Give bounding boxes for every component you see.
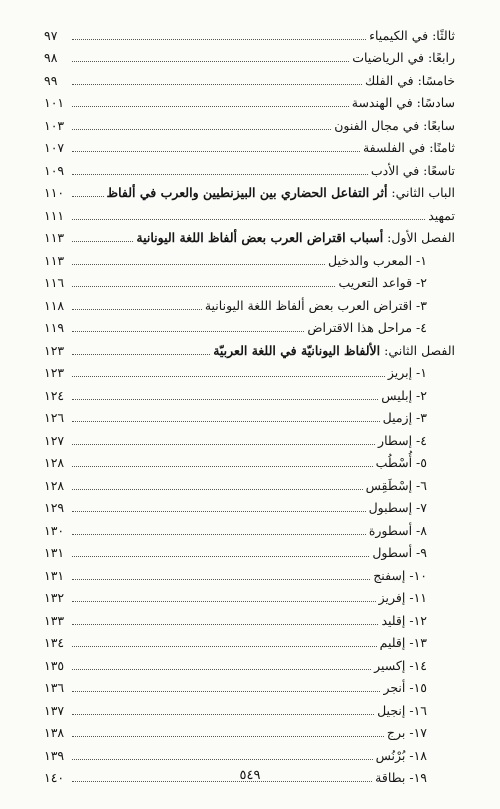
dot-leader (72, 39, 366, 40)
toc-entry-page-number: ٩٨ (44, 50, 58, 65)
toc-entry-prefix: ١٤- (405, 657, 427, 673)
toc-entry-page-number: ١٤٠ (44, 770, 65, 785)
toc-entry-title: في مجال الفنون (334, 117, 420, 133)
dot-leader (72, 309, 202, 310)
toc-entry-label (373, 748, 427, 763)
toc-entry-prefix: تمهيد (428, 207, 455, 223)
dot-leader (72, 376, 385, 377)
toc-entry-prefix: ١- (412, 252, 427, 268)
dot-leader (72, 219, 425, 220)
toc-entry-page-number: ١٣١ (44, 545, 65, 560)
toc-entry-prefix: ٨- (412, 522, 427, 538)
toc-entry (44, 722, 427, 744)
toc-entry-prefix: ١٩- (405, 770, 427, 785)
toc-entry (44, 339, 455, 361)
dot-leader (72, 759, 373, 760)
dot-leader (72, 714, 374, 715)
toc-entry (44, 609, 427, 631)
toc-entry-prefix: ١٠- (405, 567, 427, 583)
dot-leader (72, 331, 304, 332)
toc-entry-page-number: ١٣٠ (44, 522, 65, 538)
toc-entry-prefix: ثالثًا: (428, 27, 455, 43)
toc-entry-title: الألفاظ اليونانيّة في اللغة العربيّة (213, 342, 381, 358)
toc-entry-page-number: ١١٣ (44, 252, 65, 268)
dot-leader (72, 174, 368, 175)
dot-leader (72, 489, 363, 490)
toc-entry (44, 294, 427, 316)
toc-entry-title: أُسْطُب (375, 455, 413, 470)
toc-entry-prefix: ٤- (412, 320, 427, 335)
toc-entry-title: بُرْنُس (375, 747, 406, 763)
toc-entry-label (375, 433, 427, 448)
dot-leader (72, 421, 380, 422)
toc-entry-prefix: ٣- (412, 410, 427, 425)
toc-entry-page-number: ١١٨ (44, 297, 65, 313)
dot-leader (72, 579, 370, 580)
dot-leader (72, 444, 375, 445)
toc-entry-page-number: ١١١ (44, 207, 65, 223)
toc-entry-title: إبريز (387, 365, 413, 380)
toc-entry (44, 429, 427, 451)
toc-entry-page-number: ١٣٩ (44, 747, 65, 763)
toc-entry (44, 182, 455, 204)
toc-entry-title: قواعد التعريب (338, 275, 413, 290)
toc-entry-label (362, 73, 455, 88)
toc-entry-prefix: ١٣- (405, 635, 427, 650)
dot-leader (72, 511, 366, 512)
dot-leader (72, 646, 377, 647)
toc-entry (44, 699, 427, 721)
toc-entry-prefix: خامسًا: (413, 72, 455, 88)
dot-leader (72, 129, 331, 130)
toc-entry (44, 474, 427, 496)
toc-entry-prefix: رابعًا: (423, 50, 455, 65)
page-number: ٥٤٩ (239, 768, 261, 783)
dot-leader (72, 354, 210, 355)
toc-entry (44, 317, 427, 339)
toc-entry-label (371, 658, 427, 673)
toc-entry-page-number: ١٣٥ (44, 657, 65, 673)
toc-entry (44, 632, 427, 654)
toc-entry-label (378, 613, 427, 628)
toc-entry-label (366, 523, 427, 538)
toc-entry-page-number: ١٣٨ (44, 725, 65, 740)
toc-entry-label (363, 478, 427, 493)
toc-entry (44, 24, 455, 46)
toc-entry-label (104, 185, 455, 200)
toc-entry (44, 452, 427, 474)
dot-leader (72, 399, 378, 400)
toc-entry-label (384, 725, 427, 740)
dot-leader (72, 466, 373, 467)
toc-entry-label (376, 590, 427, 605)
dot-leader (72, 624, 378, 625)
toc-entry (44, 137, 455, 159)
toc-entry-page-number: ١١٦ (44, 275, 65, 290)
toc-entry-title: إنجيل (377, 702, 406, 718)
toc-entry (44, 497, 427, 519)
toc-entry-label (210, 343, 455, 358)
dot-leader (72, 241, 133, 242)
toc-entry (44, 542, 427, 564)
toc-entry (44, 654, 427, 676)
toc-entry-title: إفريز (378, 590, 406, 605)
toc-entry-title: أثر التفاعل الحضاري بين البيزنطيين والعرب في ألفاظ (106, 185, 388, 200)
toc-entry-page-number: ١٠١ (44, 95, 65, 110)
toc-entry-label (360, 140, 455, 155)
toc-entry-title: برج (386, 725, 406, 740)
toc-entry-prefix: ١١- (405, 590, 427, 605)
toc-entry-prefix: ١٨- (405, 747, 427, 763)
toc-entry-title: أنجر (383, 680, 406, 695)
toc-entry-prefix: الفصل الأول: (383, 230, 455, 245)
toc-entry-title: إزميل (382, 410, 413, 425)
toc-entry-title: مراحل هذا الاقتراض (307, 320, 413, 335)
toc-entry-title: إقليد (381, 612, 406, 628)
toc-entry-prefix: الباب الثاني: (387, 185, 455, 200)
toc-entry-prefix: ١٧- (405, 725, 427, 740)
toc-entry-prefix: ٦- (412, 477, 427, 493)
toc-entry-label (368, 163, 455, 178)
toc-entry-page-number: ١٢٧ (44, 432, 65, 448)
dot-leader (72, 286, 335, 287)
toc-entry-label (349, 50, 455, 65)
toc-entry-title: اقتراض العرب بعض ألفاظ اللغة اليونانية (204, 297, 413, 313)
toc-entry (44, 249, 427, 271)
dot-leader (72, 106, 349, 107)
toc-entry-title: أسباب اقتراض العرب بعض ألفاظ اللغة اليونانية (136, 230, 384, 245)
toc-entry-prefix: ١٦- (405, 702, 427, 718)
toc-entry-title: إبليس (381, 387, 413, 403)
toc-entry-title: إسطبول (368, 500, 413, 515)
toc-entry-page-number: ٩٩ (44, 72, 58, 88)
toc-entry-label (325, 253, 427, 268)
toc-entry-page-number: ١١٠ (44, 185, 65, 200)
toc-entry-label (380, 680, 427, 695)
toc-entry-label (366, 500, 427, 515)
dot-leader (72, 534, 366, 535)
toc-entry-prefix: ٩- (412, 545, 427, 560)
toc-entry (44, 564, 427, 586)
dot-leader (72, 151, 360, 152)
toc-entry-page-number: ٩٧ (44, 27, 58, 43)
toc-entry-label (425, 208, 455, 223)
toc-entry-title: في الهندسة (351, 95, 413, 110)
toc-entry-prefix: ٢- (412, 275, 427, 290)
toc-entry-title: أسطول (372, 545, 413, 560)
toc-entry-prefix: ٤- (412, 432, 427, 448)
toc-entry-label (369, 545, 427, 560)
toc-entry (44, 362, 427, 384)
dot-leader (72, 736, 384, 737)
dot-leader (72, 61, 349, 62)
toc-entry-title: أسطورة (368, 522, 413, 538)
toc-entry-label (374, 703, 427, 718)
toc-entry-title: في الفلك (364, 72, 414, 88)
toc-entry (44, 159, 455, 181)
toc-entry-page-number: ١٣٧ (44, 702, 65, 718)
toc-entry-label (385, 365, 427, 380)
toc-entry-label (335, 275, 427, 290)
dot-leader (72, 84, 362, 85)
toc-entry-page-number: ١٢٩ (44, 500, 65, 515)
toc-entry-title: في الرياضيات (352, 50, 424, 65)
toc-entry-page-number: ١١٣ (44, 230, 65, 245)
toc-entry-page-number: ١٢٨ (44, 477, 65, 493)
toc-entry-page-number: ١٢٣ (44, 365, 65, 380)
toc-entry-prefix: ١٢- (405, 612, 427, 628)
dot-leader (72, 601, 376, 602)
toc-entry-page-number: ١١٩ (44, 320, 65, 335)
toc-entry (44, 744, 427, 766)
toc-entry-label (373, 455, 427, 470)
toc-entry-prefix: ٥- (412, 455, 427, 470)
toc-entry-label (377, 635, 427, 650)
toc-entry-prefix: الفصل الثاني: (380, 342, 455, 358)
toc-entry-page-number: ١٣٦ (44, 680, 65, 695)
toc-entry (44, 92, 455, 114)
toc-entry (44, 677, 427, 699)
toc-entry-title: في الكيمياء (369, 27, 429, 43)
toc-entry-label (304, 320, 427, 335)
toc-entry-page-number: ١٣٣ (44, 612, 65, 628)
toc-entry (44, 114, 455, 136)
toc-entry-prefix: سابعًا: (419, 117, 455, 133)
toc-entry-prefix: ٣- (412, 297, 427, 313)
toc-entry-page-number: ١٢٣ (44, 342, 65, 358)
toc-entry-label (133, 230, 455, 245)
toc-entry-prefix: ١- (412, 365, 427, 380)
toc-entry-title: المعرب والدخيل (328, 252, 413, 268)
toc-entry-label (331, 118, 455, 133)
toc-entry-title: إقليم (379, 635, 406, 650)
dot-leader (72, 556, 369, 557)
toc-entry (44, 204, 455, 226)
toc-entry-label (380, 410, 427, 425)
toc-entry-title: إسطار (378, 432, 413, 448)
toc-entry-title: في الأدب (370, 162, 420, 178)
toc-entry (44, 407, 427, 429)
dot-leader (72, 691, 380, 692)
toc-entry-prefix: تاسعًا: (419, 162, 455, 178)
toc-entry-page-number: ١٣١ (44, 567, 65, 583)
toc-entry-label (202, 298, 427, 313)
toc-entry-label (378, 388, 427, 403)
dot-leader (72, 264, 325, 265)
dot-leader (72, 196, 104, 197)
toc-entry-title: إكسير (374, 657, 406, 673)
toc-entry-prefix: سادسًا: (412, 95, 455, 110)
toc-entry-prefix: ٧- (412, 500, 427, 515)
toc-entry-title: إسْطَقِس (365, 477, 413, 493)
toc-entry-label (366, 28, 455, 43)
toc-entry-prefix: ١٥- (405, 680, 427, 695)
toc-entry (44, 69, 455, 91)
toc-entry-title: في الفلسفة (362, 140, 426, 155)
toc-entry-title: إسفنج (373, 567, 406, 583)
toc-entry-page-number: ١٠٣ (44, 117, 65, 133)
toc-entry-page-number: ١٢٨ (44, 455, 65, 470)
dot-leader (72, 669, 371, 670)
toc-entry (44, 587, 427, 609)
toc-entry-label (370, 568, 427, 583)
toc-entry (44, 47, 455, 69)
toc-entry (44, 272, 427, 294)
toc-entry (44, 384, 427, 406)
toc-entry-page-number: ١٢٤ (44, 387, 65, 403)
toc-entry-prefix: ثامنًا: (425, 140, 455, 155)
toc-entry-page-number: ١٣٤ (44, 635, 65, 650)
toc-entry-title: بطاقة (375, 770, 406, 785)
toc-entry-prefix: ٢- (412, 387, 427, 403)
toc-entry-page-number: ١٠٩ (44, 162, 65, 178)
toc-entry (44, 227, 455, 249)
toc-entry (44, 519, 427, 541)
toc-entry-page-number: ١٢٦ (44, 410, 65, 425)
toc-entry-page-number: ١٣٢ (44, 590, 65, 605)
toc-entry-page-number: ١٠٧ (44, 140, 65, 155)
toc-entry-label (349, 95, 455, 110)
